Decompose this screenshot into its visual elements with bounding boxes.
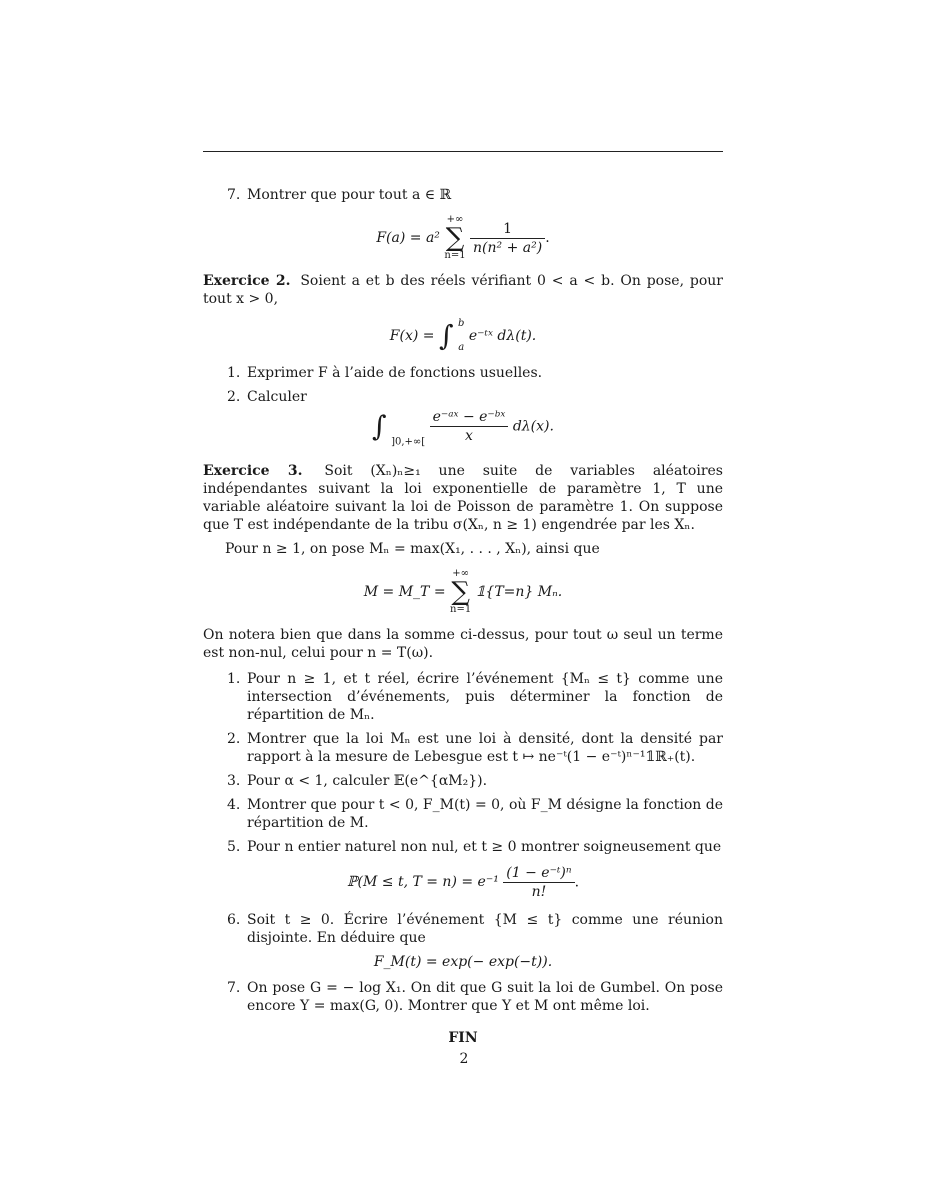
equation-fa xyxy=(203,214,723,262)
eq-fm: F_M(t) = exp(− exp(−t)). xyxy=(373,953,553,970)
int-domain: ]0,+∞[ xyxy=(391,436,426,448)
ex3-question-4 xyxy=(203,796,723,832)
eq-lhs: ℙ(M ≤ t, T = n) = e⁻¹ xyxy=(346,874,499,890)
int-lower: a xyxy=(458,342,465,353)
item-number: 4. xyxy=(227,796,241,813)
frac-numerator: 1 xyxy=(470,220,545,239)
question-7-prev xyxy=(203,186,723,204)
fraction xyxy=(430,408,509,445)
ex2-question-1 xyxy=(203,364,723,382)
item-number: 1. xyxy=(227,365,241,381)
int-end: dλ(x). xyxy=(512,418,554,435)
ex3-question-6 xyxy=(203,911,723,947)
eq-end: . xyxy=(545,230,550,246)
sum-lower: n=1 xyxy=(444,250,466,261)
frac-numerator: e⁻ᵃˣ − e⁻ᵇˣ xyxy=(430,408,509,427)
equation-fx xyxy=(203,318,723,354)
frac-denominator: n! xyxy=(531,883,547,900)
item-text: Montrer que la loi Mₙ est une loi à densité, dont la densité par rapport à la mesure de Lebesgue est t ↦ ne⁻ᵗ(1 − e⁻ᵗ)ⁿ⁻¹𝟙ℝ₊(t). xyxy=(247,730,723,765)
ex3-question-5 xyxy=(203,838,723,856)
item-number: 2. xyxy=(227,730,241,747)
ex3-question-7 xyxy=(203,979,723,1015)
eq-lhs: M = M_T = xyxy=(363,583,446,600)
sum-upper: +∞ xyxy=(446,214,464,225)
integral-sign: ∫ xyxy=(438,319,454,352)
exercise-title: Exercice 2. xyxy=(203,273,291,289)
item-number: 7. xyxy=(227,979,241,996)
item-number: 3. xyxy=(227,772,241,789)
integral-bounds xyxy=(458,318,464,354)
exercise-2-intro xyxy=(203,272,723,308)
ex3-question-1 xyxy=(203,670,723,724)
exercise-title: Exercice 3. xyxy=(203,462,303,479)
fraction xyxy=(470,220,545,257)
item-number: 7. xyxy=(227,187,241,203)
equation-prob xyxy=(203,864,723,901)
ex3-paragraph-3: On notera bien que dans la somme ci-dessus, pour tout ω seul un terme est non-nul, celui pour n = T(ω). xyxy=(203,626,723,661)
page-content xyxy=(203,186,723,1047)
sum-symbol: +∞ ∑ n=1 xyxy=(444,214,466,261)
item-number: 5. xyxy=(227,838,241,855)
integrand: e⁻ᵗˣ dλ(t). xyxy=(468,328,537,344)
item-text: Soit t ≥ 0. Écrire l’événement {M ≤ t} comme une réunion disjointe. En déduire que xyxy=(247,911,723,946)
sum-symbol: +∞ ∑ n=1 xyxy=(450,567,472,615)
item-text: Calculer xyxy=(247,389,307,405)
ex3-question-3 xyxy=(203,772,723,790)
page-number: 2 xyxy=(459,1051,469,1067)
item-number: 6. xyxy=(227,911,241,928)
int-upper: b xyxy=(457,318,465,329)
ex3-question-2 xyxy=(203,730,723,766)
fraction xyxy=(503,864,574,901)
equation-fm xyxy=(203,953,723,971)
eq-rhs: 𝟙{T=n} Mₙ. xyxy=(475,583,563,600)
header-rule xyxy=(203,151,723,152)
eq-end: . xyxy=(574,874,580,890)
item-text: Montrer que pour tout a ∈ ℝ xyxy=(247,187,452,203)
equation-m xyxy=(203,568,723,616)
item-text: Montrer que pour t < 0, F_M(t) = 0, où F_M désigne la fonction de répartition de M. xyxy=(247,796,723,831)
item-text: On pose G = − log X₁. On dit que G suit la loi de Gumbel. On pose encore Y = max(G, 0). Montrer que Y et M ont même loi. xyxy=(247,979,723,1014)
item-text: Pour n entier naturel non nul, et t ≥ 0 montrer soigneusement que xyxy=(247,838,722,855)
item-number: 2. xyxy=(227,389,241,405)
frac-denominator: x xyxy=(465,428,473,444)
ex2-question-2 xyxy=(203,388,723,406)
integral-sign: ∫ xyxy=(372,409,387,443)
exercise-3-intro xyxy=(203,462,723,534)
frac-numerator: (1 − e⁻ᵗ)ⁿ xyxy=(503,864,574,883)
item-text: Pour α < 1, calculer 𝔼(e^{αM₂}). xyxy=(247,772,488,789)
eq-lhs: F(a) = a² xyxy=(376,230,440,246)
ex3-paragraph-2: Pour n ≥ 1, on pose Mₙ = max(X₁, . . . , Xₙ), ainsi que xyxy=(225,540,600,557)
item-number: 1. xyxy=(227,670,241,687)
item-text: Exprimer F à l’aide de fonctions usuelles. xyxy=(247,365,543,381)
frac-denominator: n(n² + a²) xyxy=(473,239,543,256)
item-text: Pour n ≥ 1, et t réel, écrire l’événement {Mₙ ≤ t} comme une intersection d’événements, puis déterminer la fonction de répartition de Mₙ. xyxy=(247,670,723,723)
exercise-text: Soient a et b des réels vérifiant 0 < a < b. On pose, pour tout x > 0, xyxy=(203,273,723,307)
sum-upper: +∞ xyxy=(452,567,469,579)
equation-integral-2 xyxy=(203,408,723,452)
end-marker: FIN xyxy=(448,1029,478,1046)
sum-lower: n=1 xyxy=(450,603,472,615)
eq-lhs: F(x) = xyxy=(389,328,435,344)
exercise-text: Soit (Xₙ)ₙ≥₁ une suite de variables aléatoires indépendantes suivant la loi exponentielle de paramètre 1, T une variable aléatoire suivant la loi de Poisson de paramètre 1. On suppose que T est indépendante de la tribu σ(Xₙ, n ≥ 1) engendrée par les Xₙ. xyxy=(203,462,723,533)
